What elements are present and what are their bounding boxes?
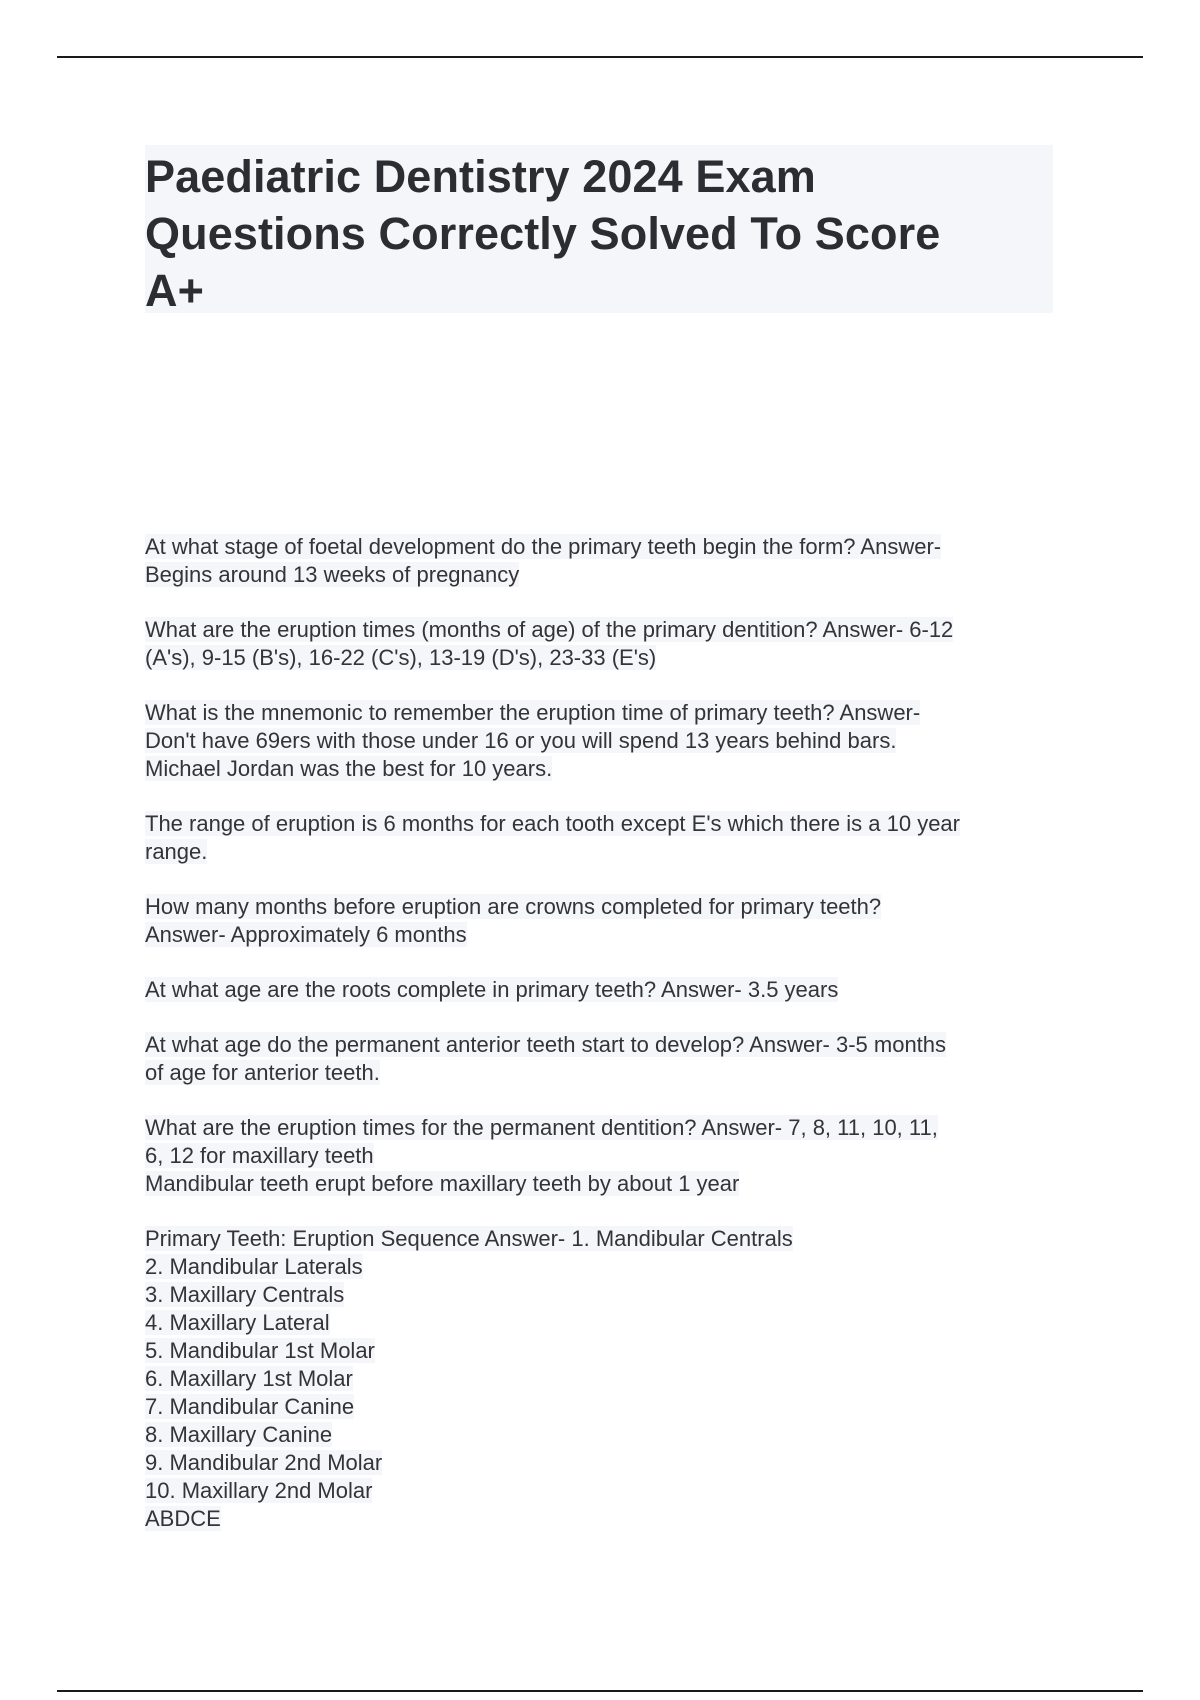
qa-line: Mandibular teeth erupt before maxillary teeth by about 1 year bbox=[145, 1171, 740, 1196]
sequence-item: 8. Maxillary Canine bbox=[145, 1422, 333, 1447]
qa-line: The range of eruption is 6 months for each tooth except E's which there is a 10 year bbox=[145, 811, 960, 836]
qa-line: Begins around 13 weeks of pregnancy bbox=[145, 562, 520, 587]
qa-line: What is the mnemonic to remember the eruption time of primary teeth? Answer- bbox=[145, 700, 921, 725]
qa-line: Don't have 69ers with those under 16 or you will spend 13 years behind bars. bbox=[145, 728, 897, 753]
qa-line: At what stage of foetal development do the primary teeth begin the form? Answer- bbox=[145, 534, 942, 559]
qa-item bbox=[145, 616, 1075, 672]
sequence-item: 4. Maxillary Lateral bbox=[145, 1310, 330, 1335]
title-block bbox=[145, 145, 1053, 316]
sequence-item: 10. Maxillary 2nd Molar bbox=[145, 1478, 373, 1503]
title-line: Paediatric Dentistry 2024 Exam bbox=[145, 151, 816, 202]
title-line: Questions Correctly Solved To Score bbox=[145, 208, 941, 259]
qa-item bbox=[145, 893, 1075, 949]
qa-line: 6, 12 for maxillary teeth bbox=[145, 1143, 374, 1168]
qa-line: (A's), 9-15 (B's), 16-22 (C's), 13-19 (D's), 23-33 (E's) bbox=[145, 645, 657, 670]
qa-item-eruption-sequence bbox=[145, 1225, 1075, 1533]
qa-line: What are the eruption times (months of age) of the primary dentition? Answer- 6-12 bbox=[145, 617, 954, 642]
sequence-item: ABDCE bbox=[145, 1506, 221, 1531]
qa-item bbox=[145, 976, 1075, 1004]
sequence-item: 5. Mandibular 1st Molar bbox=[145, 1338, 375, 1363]
qa-line: Primary Teeth: Eruption Sequence Answer- 1. Mandibular Centrals bbox=[145, 1226, 793, 1251]
sequence-item: 6. Maxillary 1st Molar bbox=[145, 1366, 353, 1391]
bottom-divider bbox=[57, 1690, 1143, 1692]
qa-line: Michael Jordan was the best for 10 years. bbox=[145, 756, 553, 781]
title-line: A+ bbox=[145, 265, 204, 316]
sequence-item: 3. Maxillary Centrals bbox=[145, 1282, 345, 1307]
qa-line: At what age are the roots complete in primary teeth? Answer- 3.5 years bbox=[145, 977, 839, 1002]
qa-line: At what age do the permanent anterior teeth start to develop? Answer- 3-5 months bbox=[145, 1032, 947, 1057]
sequence-item: 7. Mandibular Canine bbox=[145, 1394, 355, 1419]
qa-item bbox=[145, 810, 1075, 866]
qa-line: Answer- Approximately 6 months bbox=[145, 922, 467, 947]
top-divider bbox=[57, 56, 1143, 58]
sequence-item: 9. Mandibular 2nd Molar bbox=[145, 1450, 383, 1475]
qa-item bbox=[145, 699, 1075, 783]
sequence-item: 2. Mandibular Laterals bbox=[145, 1254, 363, 1279]
document-title bbox=[145, 145, 1053, 319]
qa-line: What are the eruption times for the permanent dentition? Answer- 7, 8, 11, 10, 11, bbox=[145, 1115, 938, 1140]
qa-line: range. bbox=[145, 839, 208, 864]
qa-item bbox=[145, 1031, 1075, 1087]
qa-line: How many months before eruption are crowns completed for primary teeth? bbox=[145, 894, 882, 919]
qa-list bbox=[145, 533, 1075, 1560]
qa-item bbox=[145, 1114, 1075, 1198]
qa-line: of age for anterior teeth. bbox=[145, 1060, 380, 1085]
qa-item bbox=[145, 533, 1075, 589]
